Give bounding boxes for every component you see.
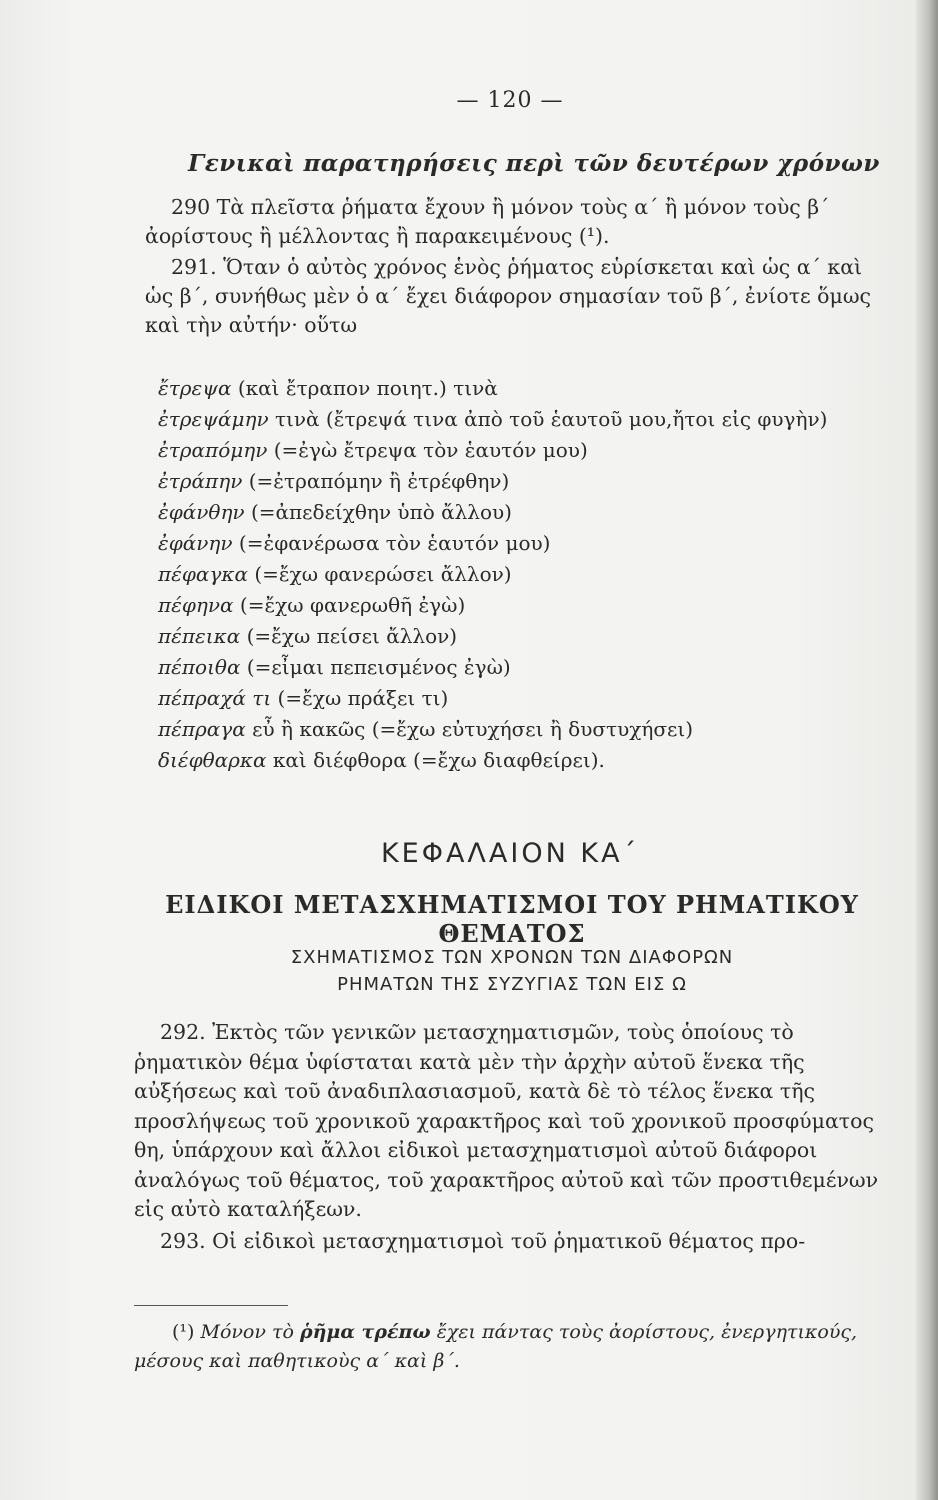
footnote xyxy=(134,1318,884,1376)
examples-list xyxy=(158,373,898,776)
paragraph-291: 291. Ὅταν ὁ αὐτὸς χρόνος ἑνὸς ῥήματος εὑρίσκεται καὶ ὡς α΄ καὶ ὡς β΄, συνήθως μὲν ὁ α΄ ἔχει διάφορον σημασίαν τοῦ β΄, ἐνίοτε ὅμως καὶ τὴν αὐτήν· οὕτω xyxy=(145,255,872,337)
example-row xyxy=(158,435,898,466)
example-gloss: (=ἀπεδείχθην ὑπὸ ἄλλου) xyxy=(244,500,512,524)
page-number: — 120 — xyxy=(456,88,564,113)
footnote-marker: (¹) xyxy=(172,1321,195,1343)
main-heading: ΕΙΔΙΚΟΙ ΜΕΤΑΣΧΗΜΑΤΙΣΜΟΙ ΤΟΥ ΡΗΜΑΤΙΚΟΥ ΘΕΜΑΤΟΣ xyxy=(165,890,859,948)
footnote-text-c: ἔχει πάντας τοὺς ἀορίστους, ἐνεργητικούς, μέσους καὶ παθητικοὺς α΄ καὶ β΄. xyxy=(134,1321,858,1372)
example-term: πέφαγκα xyxy=(158,562,248,586)
section-heading: Γενικαὶ παρατηρήσεις περὶ τῶν δευτέρων χρόνων xyxy=(188,150,880,177)
page-edge-shadow xyxy=(916,0,938,1500)
example-row xyxy=(158,621,898,652)
paragraph-290: 290 Τὰ πλεῖστα ῥήματα ἔχουν ἢ μόνον τοὺς α΄ ἢ μόνον τοὺς β΄ ἀορίστους ἢ μέλλοντας ἢ παρακειμένους (¹). xyxy=(145,195,830,248)
example-term: ἐφάνθην xyxy=(158,500,245,524)
example-term: πέπραχά τι xyxy=(158,686,272,710)
example-row xyxy=(158,652,898,683)
example-term: πέπεικα xyxy=(158,624,241,648)
example-gloss: τινὰ (ἔτρεψά τινα ἀπὸ τοῦ ἑαυτοῦ μου,ἤτοι εἰς φυγὴν) xyxy=(268,407,828,431)
footnote-text-b: ῥῆμα τρέπω xyxy=(299,1321,431,1343)
example-row xyxy=(158,497,898,528)
bottom-paragraphs xyxy=(134,1018,886,1256)
example-term: ἐτράπην xyxy=(158,469,243,493)
example-gloss: εὖ ἢ κακῶς (=ἔχω εὐτυχήσει ἢ δυστυχήσει) xyxy=(245,717,694,741)
example-row xyxy=(158,590,898,621)
example-gloss: (=ἔχω πείσει ἄλλον) xyxy=(240,624,458,648)
example-gloss: (=εἶμαι πεπεισμένος ἐγὼ) xyxy=(240,655,511,679)
example-term: πέπραγα xyxy=(158,717,246,741)
example-gloss: (=ἐφανέρωσα τὸν ἑαυτόν μου) xyxy=(232,531,551,555)
example-row xyxy=(158,373,898,404)
example-row xyxy=(158,404,898,435)
top-paragraphs xyxy=(145,193,885,340)
example-gloss: (=ἔχω φανερώσει ἄλλον) xyxy=(247,562,512,586)
sub-heading-line-1: ΣΧΗΜΑΤΙΣΜΟΣ ΤΩΝ ΧΡΟΝΩΝ ΤΩΝ ΔΙΑΦΟΡΩΝ xyxy=(290,947,734,968)
example-term: πέφηνα xyxy=(158,593,234,617)
example-gloss: καὶ διέφθορα (=ἔχω διαφθείρει). xyxy=(266,748,605,772)
example-term: ἐτραπόμην xyxy=(158,438,268,462)
example-row xyxy=(158,683,898,714)
example-gloss: (καὶ ἔτραπον ποιητ.) τινὰ xyxy=(231,376,498,400)
sub-heading-line-2: ΡΗΜΑΤΩΝ ΤΗΣ ΣΥΖΥΓΙΑΣ ΤΩΝ ΕΙΣ Ω xyxy=(337,974,687,995)
example-row xyxy=(158,745,898,776)
sub-heading xyxy=(132,944,892,998)
example-gloss: (=ἔχω πράξει τι) xyxy=(271,686,449,710)
example-term: πέποιθα xyxy=(158,655,241,679)
example-term: ἔτρεψα xyxy=(158,376,232,400)
example-gloss: (=ἐτραπόμην ἢ ἐτρέφθην) xyxy=(242,469,510,493)
footnote-text-a: Μόνον τὸ xyxy=(194,1321,300,1343)
example-row xyxy=(158,559,898,590)
example-row xyxy=(158,714,898,745)
paragraph-292: 292. Ἐκτὸς τῶν γενικῶν μετασχηματισμῶν, τοὺς ὁποίους τὸ ῥηματικὸν θέμα ὑφίσταται κατὰ μὲν τὴν ἀρχὴν αὐτοῦ ἕνεκα τῆς αὐξήσεως καὶ τοῦ ἀναδιπλασιασμοῦ, κατὰ δὲ τὸ τέλος ἕνεκα τῆς προσλήψεως τοῦ χρονικοῦ χαρακτῆρος καὶ τοῦ χρονικοῦ προσφύματος θη, ὑπάρχουν καὶ ἄλλοι εἰδικοὶ μετασχηματισμοὶ αὐτοῦ διάφοροι ἀναλόγως τοῦ θέματος, τοῦ χαρακτῆρος αὐτοῦ καὶ τῶν προστιθεμένων εἰς αὐτὸ καταλήξεων. xyxy=(134,1020,879,1221)
example-gloss: (=ἐγὼ ἔτρεψα τὸν ἑαυτόν μου) xyxy=(267,438,588,462)
example-term: ἐτρεψάμην xyxy=(158,407,269,431)
example-gloss: (=ἔχω φανερωθῆ ἐγὼ) xyxy=(233,593,466,617)
example-term: διέφθαρκα xyxy=(158,748,267,772)
paragraph-293: 293. Οἱ εἰδικοὶ μετασχηματισμοὶ τοῦ ῥηματικοῦ θέματος προ- xyxy=(160,1228,806,1253)
example-row xyxy=(158,528,898,559)
example-row xyxy=(158,466,898,497)
example-term: ἐφάνην xyxy=(158,531,233,555)
footnote-divider xyxy=(134,1305,288,1306)
chapter-title: ΚΕΦΑΛΑΙΟΝ ΚΑ΄ xyxy=(380,838,640,869)
